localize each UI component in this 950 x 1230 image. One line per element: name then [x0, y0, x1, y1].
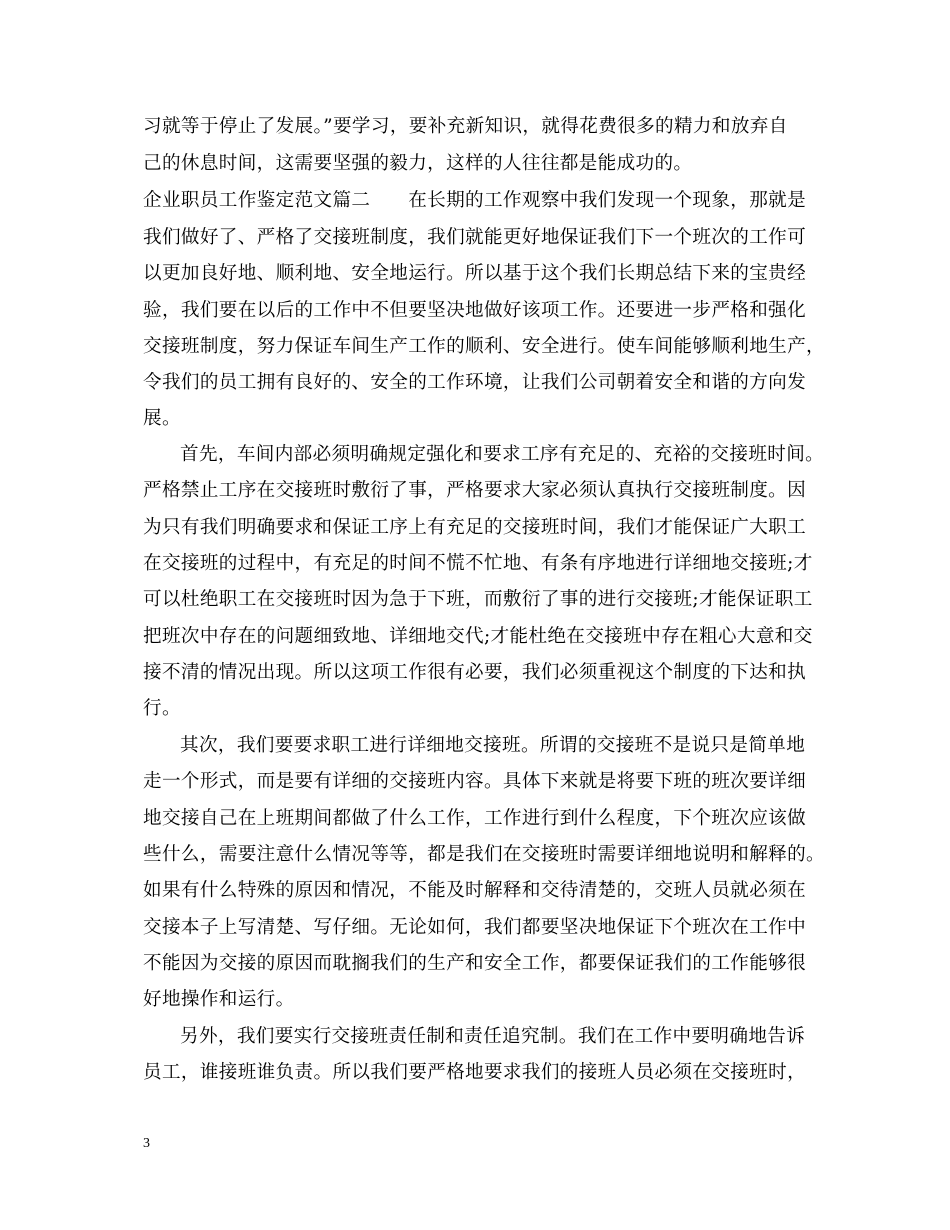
text-line: 交接班制度，努力保证车间生产工作的顺利、安全进行。使车间能够顺利地生产， [143, 336, 825, 357]
section-heading-line: 企业职员工作鉴定范文篇二 在长期的工作观察中我们发现一个现象，那就是 [143, 190, 807, 211]
text-line: 接不清的情况出现。所以这项工作很有必要，我们必须重视这个制度的下达和执 [143, 662, 807, 683]
text-line: 地交接自己在上班期间都做了什么工作，工作进行到什么程度，下个班次应该做 [143, 808, 807, 829]
text-line: 验，我们要在以后的工作中不但要坚决地做好该项工作。还要进一步严格和强化 [143, 300, 807, 321]
text-line: 可以杜绝职工在交接班时因为急于下班，而敷衍了事的进行交接班;才能保证职工 [143, 589, 813, 610]
text-line: 走一个形式，而是要有详细的交接班内容。具体下来就是将要下班的班次要详细 [143, 771, 807, 792]
text-line: 我们做好了、严格了交接班制度，我们就能更好地保证我们下一个班次的工作可 [143, 227, 807, 248]
text-line: 如果有什么特殊的原因和情况，不能及时解释和交待清楚的，交班人员就必须在 [143, 880, 807, 901]
text-line: 不能因为交接的原因而耽搁我们的生产和安全工作，都要保证我们的工作能够很 [143, 953, 807, 974]
text-line: 交接本子上写清楚、写仔细。无论如何，我们都要坚决地保证下个班次在工作中 [143, 917, 807, 938]
text-line: 己的休息时间，这需要坚强的毅力，这样的人往往都是能成功的。 [143, 153, 693, 174]
text-line: 行。 [143, 698, 181, 719]
text-line: 把班次中存在的问题细致地、详细地交代;才能杜绝在交接班中存在粗心大意和交 [143, 626, 813, 647]
text-line: 在交接班的过程中，有充足的时间不慌不忙地、有条有序地进行详细地交接班;才 [143, 553, 813, 574]
text-line: 员工，谁接班谁负责。所以我们要严格地要求我们的接班人员必须在交接班时， [143, 1062, 807, 1083]
text-line: 展。 [143, 408, 181, 429]
text-line: 些什么，需要注意什么情况等等，都是我们在交接班时需要详细地说明和解释的。 [143, 844, 825, 865]
page-number: 3 [143, 1136, 150, 1151]
paragraph-start-line: 其次，我们要要求职工进行详细地交接班。所谓的交接班不是说只是简单地 [180, 735, 806, 756]
text-line: 好地操作和运行。 [143, 989, 295, 1010]
text-line: 严格禁止工序在交接班时敷衍了事，严格要求大家必须认真执行交接班制度。因 [143, 480, 807, 501]
text-line: 令我们的员工拥有良好的、安全的工作环境，让我们公司朝着安全和谐的方向发 [143, 372, 807, 393]
text-line: 为只有我们明确要求和保证工序上有充足的交接班时间，我们才能保证广大职工 [143, 517, 807, 538]
paragraph-start-line: 另外，我们要实行交接班责任制和责任追究制。我们在工作中要明确地告诉 [180, 1026, 806, 1047]
text-line: 习就等于停止了发展。”要学习，要补充新知识，就得花费很多的精力和放弃自 [143, 116, 788, 137]
text-line: 以更加良好地、顺利地、安全地运行。所以基于这个我们长期总结下来的宝贵经 [143, 263, 807, 284]
paragraph-start-line: 首先，车间内部必须明确规定强化和要求工序有充足的、充裕的交接班时间。 [180, 444, 825, 465]
